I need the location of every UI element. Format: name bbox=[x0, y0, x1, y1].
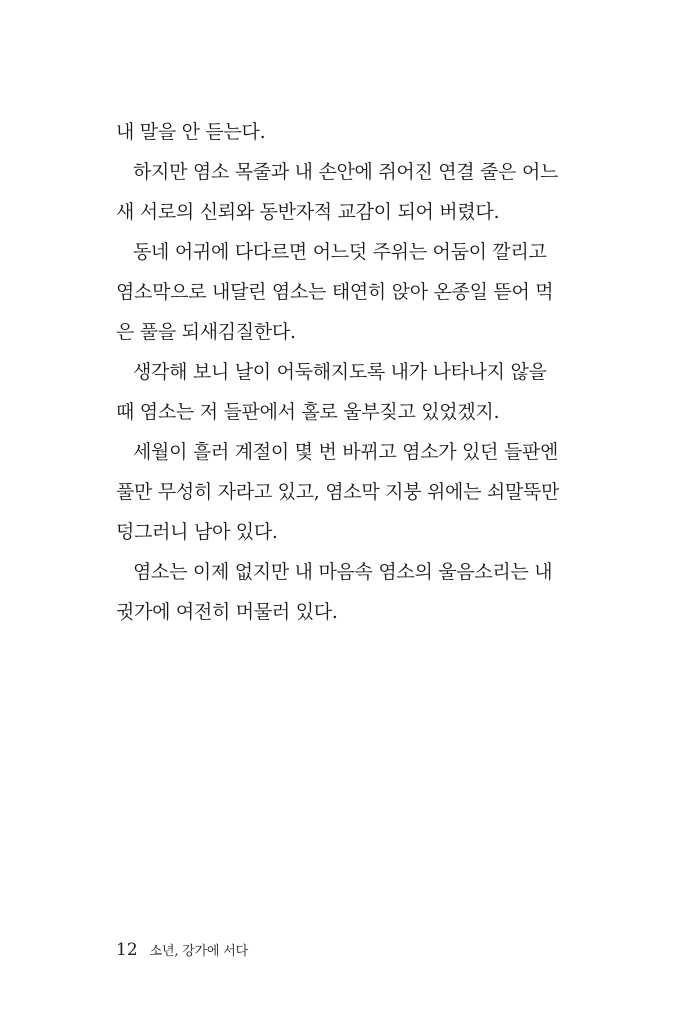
page-number: 12 bbox=[116, 940, 138, 960]
text-line: 귓가에 여전히 머물러 있다. bbox=[116, 601, 338, 623]
text-line: 풀만 무성히 자라고 있고, 염소막 지붕 위에는 쇠말뚝만 bbox=[116, 481, 560, 503]
body-text bbox=[116, 112, 586, 632]
text-line: 새 서로의 신뢰와 동반자적 교감이 되어 버렸다. bbox=[116, 201, 500, 223]
text-line: 덩그러니 남아 있다. bbox=[116, 521, 278, 543]
text-line: 동네 어귀에 다다르면 어느덧 주위는 어둠이 깔리고 bbox=[133, 241, 547, 263]
text-line: 염소는 이제 없지만 내 마음속 염소의 울음소리는 내 bbox=[133, 561, 553, 583]
text-line: 세월이 흘러 계절이 몇 번 바뀌고 염소가 있던 들판엔 bbox=[133, 441, 559, 463]
text-line: 염소막으로 내달린 염소는 태연히 앉아 온종일 뜯어 먹 bbox=[116, 281, 554, 303]
running-title: 소년, 강가에 서다 bbox=[149, 944, 248, 959]
page-footer bbox=[116, 940, 248, 964]
text-line: 생각해 보니 날이 어둑해지도록 내가 나타나지 않을 bbox=[133, 361, 547, 383]
text-line: 은 풀을 되새김질한다. bbox=[116, 321, 296, 343]
text-line: 내 말을 안 듣는다. bbox=[116, 121, 266, 143]
text-line: 때 염소는 저 들판에서 홀로 울부짖고 있었겠지. bbox=[116, 401, 500, 423]
text-line: 하지만 염소 목줄과 내 손안에 쥐어진 연결 줄은 어느 bbox=[133, 161, 559, 183]
